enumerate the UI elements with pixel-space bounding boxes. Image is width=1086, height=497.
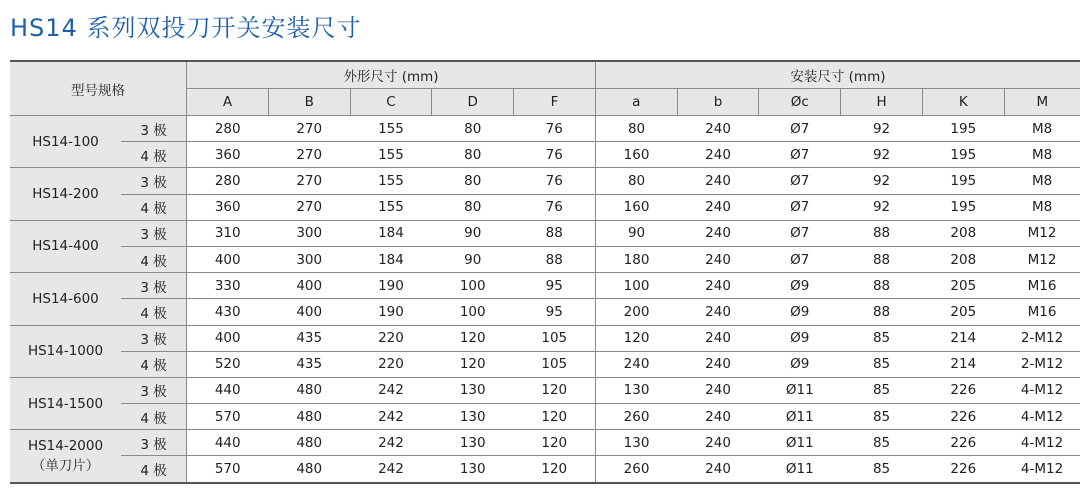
value-cell: Ø7 [759,168,841,194]
value-cell: 130 [595,377,677,403]
value-cell: 430 [187,299,269,325]
value-cell: 4-M12 [1004,456,1080,483]
value-cell: 214 [922,351,1004,377]
table-row [10,377,1080,403]
value-cell: 200 [595,299,677,325]
value-cell: 130 [432,404,514,430]
value-cell: 226 [922,404,1004,430]
value-cell: 195 [922,142,1004,168]
model-cell [10,220,121,272]
value-cell: 280 [187,116,269,142]
col-header: H [841,89,923,116]
value-cell: 195 [922,116,1004,142]
value-cell: 88 [841,299,923,325]
table-row [10,142,1080,168]
value-cell: 480 [268,430,350,456]
table-row [10,325,1080,351]
value-cell: 76 [514,194,596,220]
value-cell: Ø7 [759,246,841,272]
model-cell [10,273,121,325]
value-cell: 155 [350,168,432,194]
model-name: HS14-2000 [27,437,104,454]
value-cell: Ø9 [759,325,841,351]
value-cell: Ø9 [759,273,841,299]
table-row [10,430,1080,456]
value-cell: 240 [677,351,759,377]
value-cell: 130 [432,430,514,456]
model-name: HS14-1500 [27,395,104,412]
value-cell: 120 [432,325,514,351]
model-cell [10,377,121,429]
value-cell: 240 [677,404,759,430]
value-cell: 400 [187,325,269,351]
table-row [10,351,1080,377]
col-header: K [922,89,1004,116]
table-row [10,246,1080,272]
value-cell: 80 [595,168,677,194]
model-name: HS14-1000 [27,343,104,360]
value-cell: 240 [677,299,759,325]
pole-cell: 3 极 [121,220,187,246]
value-cell: 100 [432,273,514,299]
value-cell: 400 [187,246,269,272]
value-cell: 208 [922,220,1004,246]
outline-header: 外形尺寸 (mm) [187,61,596,89]
pole-cell: 4 极 [121,142,187,168]
model-name: HS14-400 [32,238,99,255]
table-row [10,168,1080,194]
table-row [10,404,1080,430]
value-cell: M16 [1004,273,1080,299]
pole-cell: 3 极 [121,325,187,351]
pole-cell: 4 极 [121,194,187,220]
value-cell: 280 [187,168,269,194]
value-cell: 90 [595,220,677,246]
col-header: B [268,89,350,116]
model-cell [10,116,121,168]
pole-cell: 4 极 [121,246,187,272]
pole-cell: 4 极 [121,456,187,483]
value-cell: 226 [922,456,1004,483]
value-cell: 160 [595,142,677,168]
value-cell: 220 [350,351,432,377]
value-cell: 214 [922,325,1004,351]
value-cell: Ø11 [759,456,841,483]
value-cell: Ø11 [759,377,841,403]
value-cell: 155 [350,116,432,142]
value-cell: 440 [187,377,269,403]
col-header: C [350,89,432,116]
value-cell: 480 [268,404,350,430]
value-cell: 80 [595,116,677,142]
value-cell: 270 [268,194,350,220]
value-cell: 300 [268,220,350,246]
value-cell: 240 [677,456,759,483]
value-cell: 205 [922,273,1004,299]
col-header: D [432,89,514,116]
value-cell: 95 [514,299,596,325]
value-cell: 190 [350,273,432,299]
value-cell: 155 [350,142,432,168]
value-cell: 4-M12 [1004,430,1080,456]
model-note: （单刀片） [31,457,100,474]
value-cell: 195 [922,168,1004,194]
pole-cell: 4 极 [121,351,187,377]
value-cell: 88 [841,220,923,246]
value-cell: 400 [268,299,350,325]
value-cell: 240 [677,168,759,194]
value-cell: 2-M12 [1004,351,1080,377]
value-cell: 435 [268,325,350,351]
value-cell: 4-M12 [1004,377,1080,403]
value-cell: 88 [841,273,923,299]
value-cell: 240 [595,351,677,377]
page-title: HS14 系列双投刀开关安装尺寸 [10,14,362,42]
value-cell: 270 [268,142,350,168]
value-cell: 240 [677,246,759,272]
value-cell: 240 [677,430,759,456]
value-cell: 92 [841,168,923,194]
pole-cell: 4 极 [121,404,187,430]
value-cell: Ø9 [759,351,841,377]
pole-cell: 3 极 [121,168,187,194]
value-cell: M8 [1004,168,1080,194]
value-cell: 4-M12 [1004,404,1080,430]
value-cell: Ø7 [759,220,841,246]
value-cell: 76 [514,142,596,168]
dimension-table [10,60,1080,484]
table-row [10,220,1080,246]
col-header: M [1004,89,1080,116]
value-cell: 220 [350,325,432,351]
value-cell: 260 [595,404,677,430]
value-cell: 520 [187,351,269,377]
value-cell: 85 [841,377,923,403]
pole-cell: 3 极 [121,116,187,142]
value-cell: 85 [841,456,923,483]
value-cell: 160 [595,194,677,220]
value-cell: 85 [841,404,923,430]
value-cell: 120 [514,456,596,483]
value-cell: 130 [432,377,514,403]
value-cell: 120 [514,430,596,456]
value-cell: 2-M12 [1004,325,1080,351]
value-cell: 88 [514,246,596,272]
value-cell: 242 [350,377,432,403]
table-row [10,299,1080,325]
value-cell: 105 [514,351,596,377]
model-cell [10,430,121,483]
model-name: HS14-100 [32,133,99,150]
value-cell: 240 [677,377,759,403]
pole-cell: 3 极 [121,273,187,299]
value-cell: 190 [350,299,432,325]
value-cell: 310 [187,220,269,246]
value-cell: 240 [677,194,759,220]
value-cell: 120 [514,404,596,430]
value-cell: 120 [514,377,596,403]
value-cell: 260 [595,456,677,483]
value-cell: 360 [187,194,269,220]
table-row [10,273,1080,299]
value-cell: Ø7 [759,116,841,142]
value-cell: 242 [350,456,432,483]
value-cell: 130 [595,430,677,456]
value-cell: Ø7 [759,194,841,220]
value-cell: 155 [350,194,432,220]
value-cell: 120 [432,351,514,377]
pole-cell: 3 极 [121,377,187,403]
value-cell: 242 [350,430,432,456]
value-cell: M8 [1004,142,1080,168]
value-cell: 240 [677,142,759,168]
col-header: Øc [759,89,841,116]
value-cell: 570 [187,456,269,483]
value-cell: 180 [595,246,677,272]
pole-cell: 3 极 [121,430,187,456]
model-name: HS14-200 [32,186,99,203]
model-header: 型号规格 [10,61,187,116]
value-cell: 195 [922,194,1004,220]
value-cell: 85 [841,430,923,456]
table-body [10,116,1080,483]
value-cell: 240 [677,273,759,299]
value-cell: 80 [432,142,514,168]
value-cell: 92 [841,194,923,220]
value-cell: M12 [1004,246,1080,272]
value-cell: 85 [841,325,923,351]
value-cell: 130 [432,456,514,483]
table-row [10,456,1080,483]
value-cell: 80 [432,194,514,220]
mount-header: 安装尺寸 (mm) [595,61,1080,89]
value-cell: 184 [350,246,432,272]
value-cell: Ø11 [759,430,841,456]
value-cell: 85 [841,351,923,377]
model-cell [10,325,121,377]
value-cell: 270 [268,116,350,142]
value-cell: M16 [1004,299,1080,325]
value-cell: 480 [268,377,350,403]
value-cell: 90 [432,246,514,272]
col-header: F [514,89,596,116]
value-cell: 100 [432,299,514,325]
value-cell: 240 [677,220,759,246]
value-cell: 92 [841,116,923,142]
value-cell: 435 [268,351,350,377]
value-cell: M8 [1004,116,1080,142]
col-header: A [187,89,269,116]
value-cell: 440 [187,430,269,456]
value-cell: 330 [187,273,269,299]
value-cell: 242 [350,404,432,430]
model-cell [10,168,121,220]
value-cell: 120 [595,325,677,351]
value-cell: 76 [514,168,596,194]
col-header: b [677,89,759,116]
value-cell: 300 [268,246,350,272]
value-cell: 570 [187,404,269,430]
value-cell: 240 [677,325,759,351]
value-cell: 95 [514,273,596,299]
value-cell: 270 [268,168,350,194]
value-cell: M8 [1004,194,1080,220]
value-cell: 480 [268,456,350,483]
value-cell: 88 [841,246,923,272]
value-cell: 105 [514,325,596,351]
value-cell: Ø7 [759,142,841,168]
table-row [10,194,1080,220]
value-cell: 208 [922,246,1004,272]
value-cell: 76 [514,116,596,142]
table-row [10,116,1080,142]
value-cell: M12 [1004,220,1080,246]
value-cell: 240 [677,116,759,142]
value-cell: 400 [268,273,350,299]
col-header: a [595,89,677,116]
model-name: HS14-600 [32,290,99,307]
value-cell: 100 [595,273,677,299]
value-cell: Ø9 [759,299,841,325]
value-cell: 88 [514,220,596,246]
value-cell: 226 [922,430,1004,456]
value-cell: 90 [432,220,514,246]
pole-cell: 4 极 [121,299,187,325]
value-cell: 360 [187,142,269,168]
value-cell: 184 [350,220,432,246]
value-cell: 226 [922,377,1004,403]
value-cell: 80 [432,116,514,142]
value-cell: 92 [841,142,923,168]
value-cell: 205 [922,299,1004,325]
value-cell: Ø11 [759,404,841,430]
value-cell: 80 [432,168,514,194]
